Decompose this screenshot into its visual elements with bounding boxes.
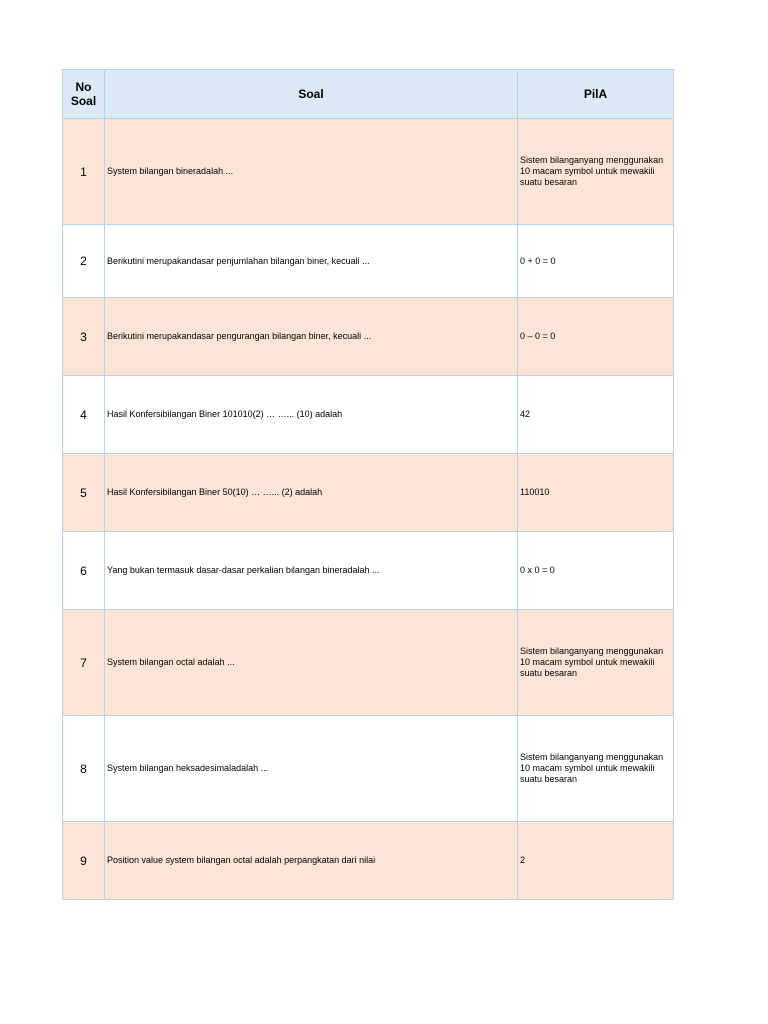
answer-option: Sistem bilanganyang menggunakan 10 macam symbol untuk mewakili suatu besaran bbox=[518, 119, 674, 225]
row-number: 5 bbox=[63, 454, 105, 532]
table-row bbox=[63, 298, 674, 376]
question-text: Yang bukan termasuk dasar-dasar perkalian bilangan bineradalah ... bbox=[105, 532, 518, 610]
header-pila: PilA bbox=[518, 70, 674, 119]
row-number: 1 bbox=[63, 119, 105, 225]
question-text: System bilangan octal adalah ... bbox=[105, 610, 518, 716]
header-row bbox=[63, 70, 674, 119]
table-row bbox=[63, 532, 674, 610]
answer-option: 0 x 0 = 0 bbox=[518, 532, 674, 610]
quiz-table bbox=[62, 69, 674, 900]
table-row bbox=[63, 716, 674, 822]
table-row bbox=[63, 119, 674, 225]
answer-option: 2 bbox=[518, 822, 674, 900]
question-text: Position value system bilangan octal adalah perpangkatan dari nilai bbox=[105, 822, 518, 900]
table-row bbox=[63, 822, 674, 900]
table-row bbox=[63, 454, 674, 532]
header-soal: Soal bbox=[105, 70, 518, 119]
row-number: 2 bbox=[63, 225, 105, 298]
row-number: 6 bbox=[63, 532, 105, 610]
table-row bbox=[63, 225, 674, 298]
answer-option: Sistem bilanganyang menggunakan 10 macam symbol untuk mewakili suatu besaran bbox=[518, 610, 674, 716]
question-text: System bilangan heksadesimaladalah ... bbox=[105, 716, 518, 822]
question-text: Hasil Konfersibilangan Biner 50(10) … …... (2) adalah bbox=[105, 454, 518, 532]
answer-option: Sistem bilanganyang menggunakan 10 macam symbol untuk mewakili suatu besaran bbox=[518, 716, 674, 822]
header-no-soal: No Soal bbox=[63, 70, 105, 119]
question-text: System bilangan bineradalah ... bbox=[105, 119, 518, 225]
question-text: Berikutini merupakandasar pengurangan bilangan biner, kecuali ... bbox=[105, 298, 518, 376]
row-number: 4 bbox=[63, 376, 105, 454]
answer-option: 110010 bbox=[518, 454, 674, 532]
row-number: 9 bbox=[63, 822, 105, 900]
answer-option: 0 – 0 = 0 bbox=[518, 298, 674, 376]
quiz-sheet bbox=[62, 69, 673, 900]
table-row bbox=[63, 376, 674, 454]
row-number: 3 bbox=[63, 298, 105, 376]
row-number: 7 bbox=[63, 610, 105, 716]
question-text: Berikutini merupakandasar penjumlahan bilangan biner, kecuali ... bbox=[105, 225, 518, 298]
row-number: 8 bbox=[63, 716, 105, 822]
answer-option: 42 bbox=[518, 376, 674, 454]
question-text: Hasil Konfersibilangan Biner 101010(2) … …... (10) adalah bbox=[105, 376, 518, 454]
table-row bbox=[63, 610, 674, 716]
answer-option: 0 + 0 = 0 bbox=[518, 225, 674, 298]
